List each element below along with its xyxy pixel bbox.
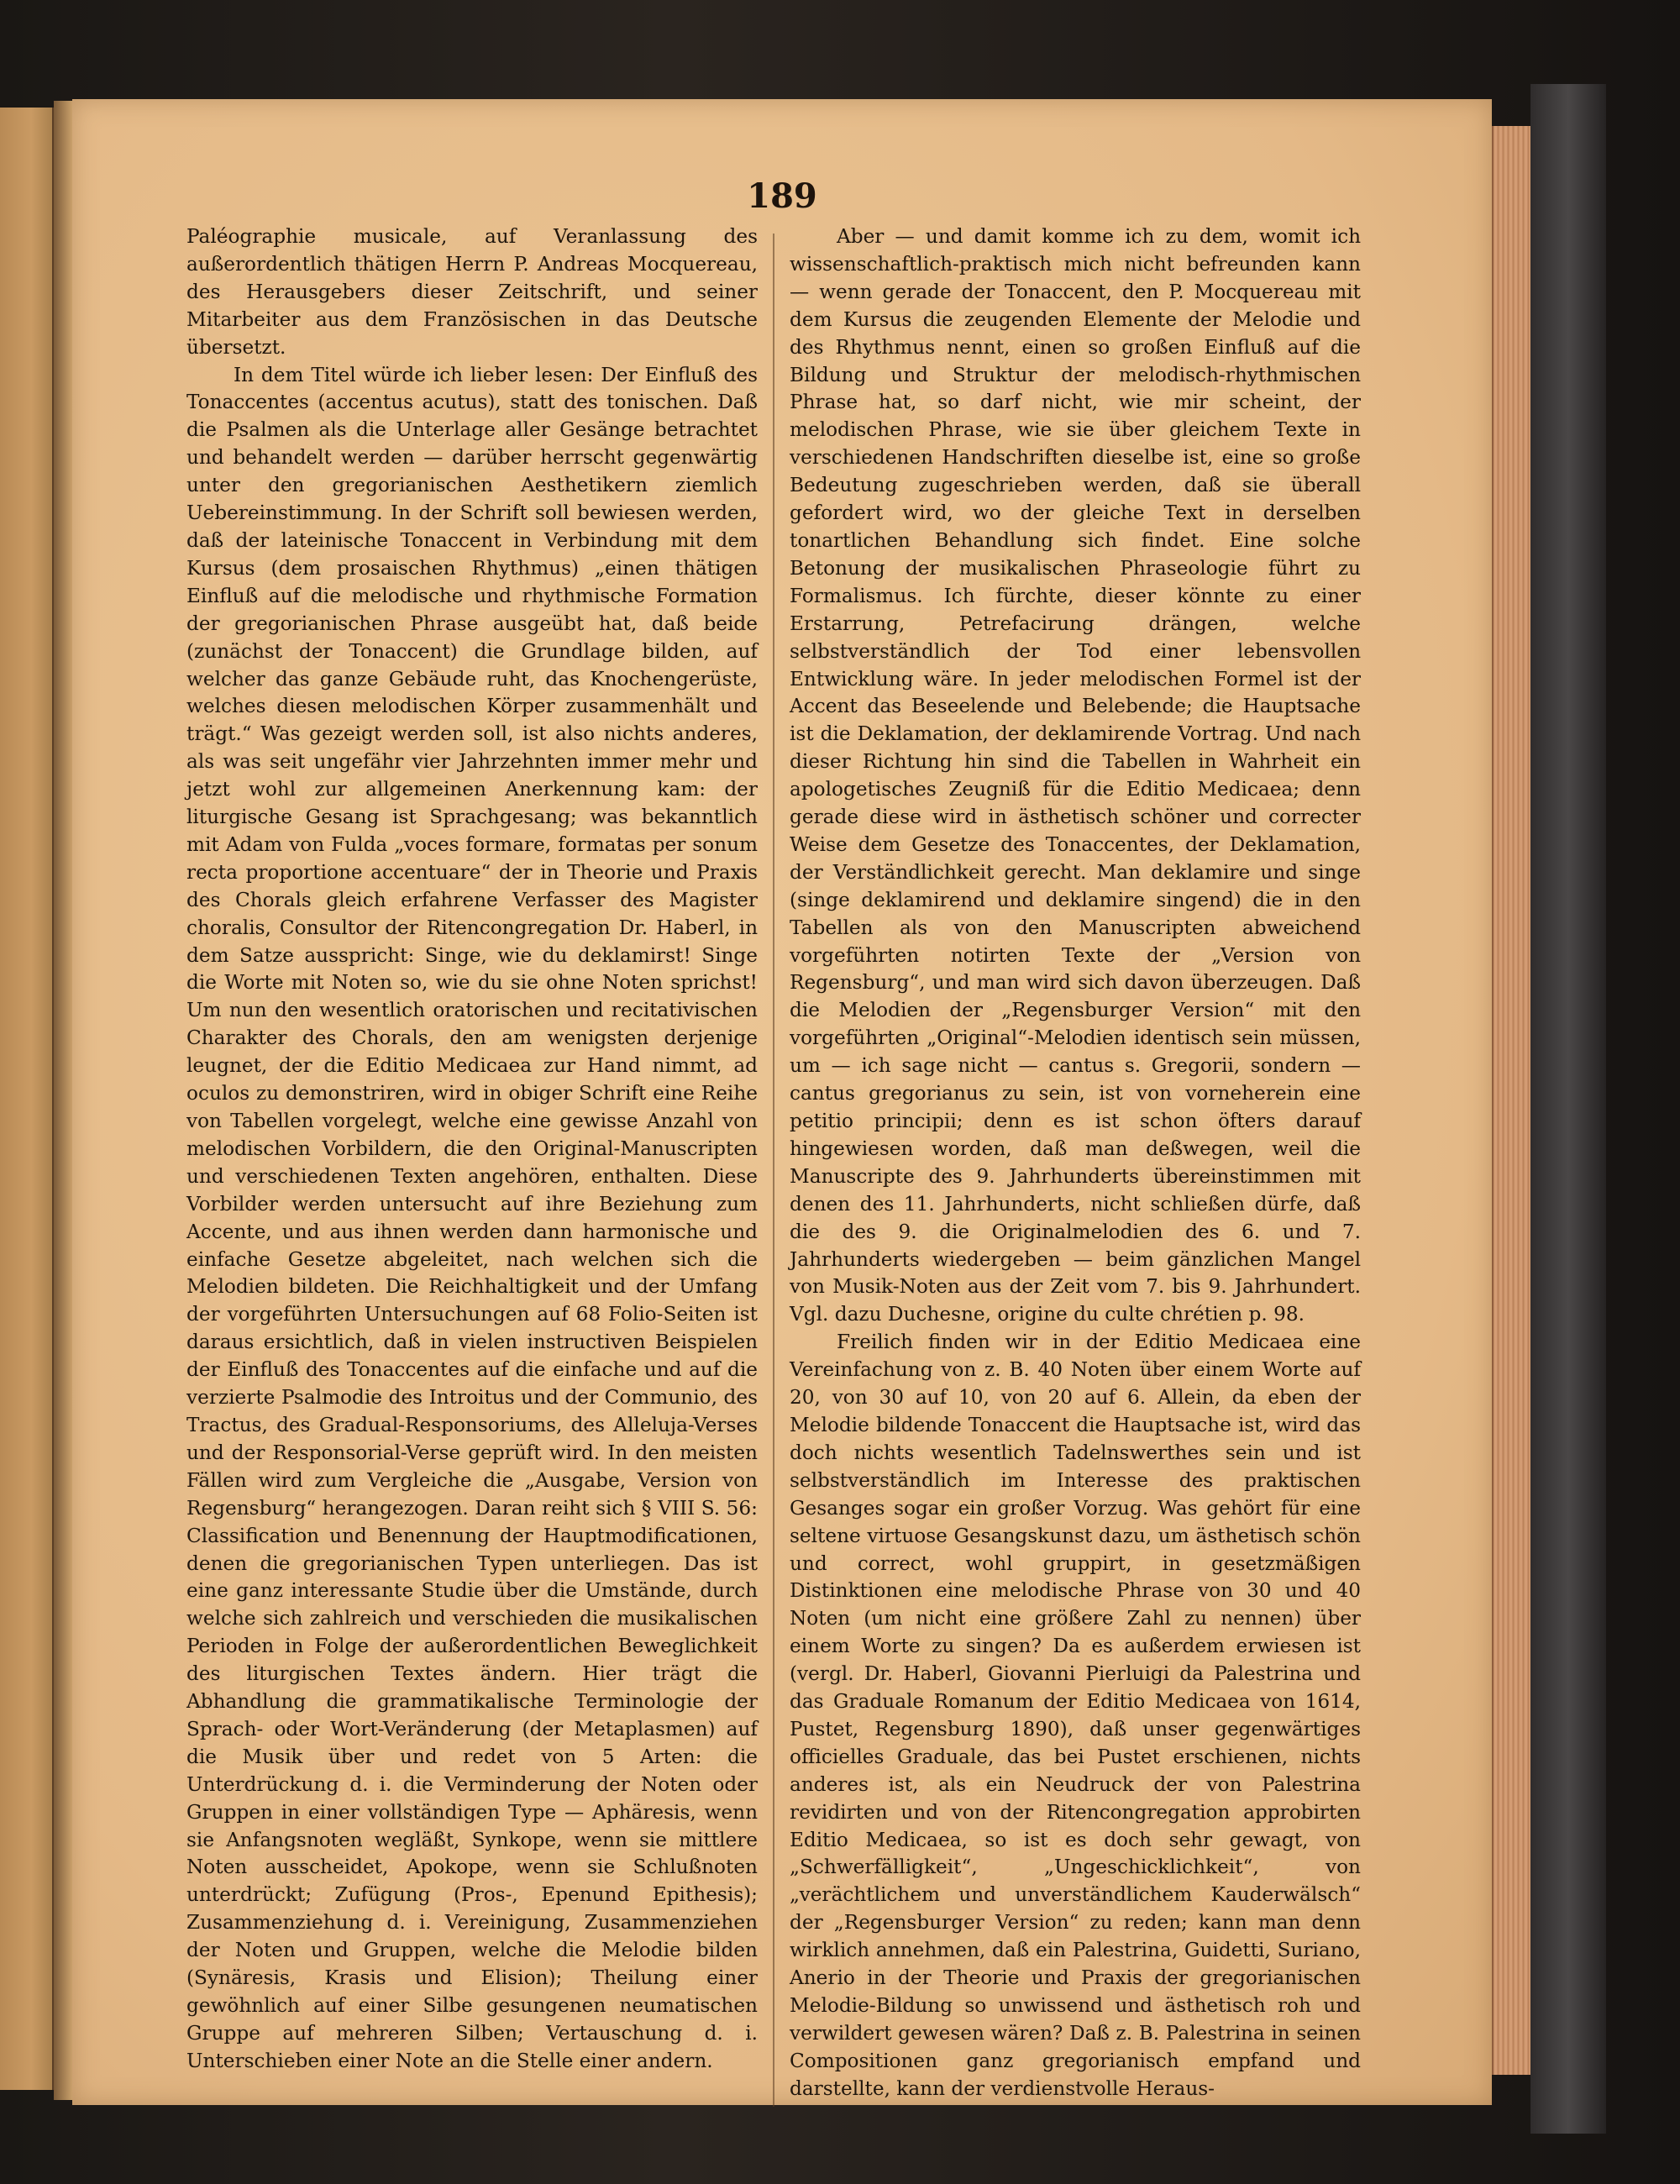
right-text-column bbox=[790, 223, 1361, 2103]
page-stack-edge bbox=[1492, 126, 1532, 2075]
paragraph: Paléographie musicale, auf Veranlassung des außerordentlich thätigen Herrn P. Andreas Mocquereau, des Herausgebers dieser Zeitschrift, und seiner Mitarbeiter aus dem Französischen in das Deutsche übersetzt. bbox=[186, 225, 758, 359]
book-gutter bbox=[54, 101, 72, 2100]
page-number: 189 bbox=[747, 176, 817, 216]
paragraph: Freilich finden wir in der Editio Medicaea eine Vereinfachung von z. B. 40 Noten über einem Worte auf 20, von 30 auf 10, von 20 auf 6. Allein, da eben der Melodie bildende Tonaccent die Hauptsache ist, wird das doch nichts wesentlich Tadelnswerthes sein und ist selbstverständlich im Interesse des praktischen Gesanges sogar ein großer Vorzug. Was gehört für eine seltene virtuose Gesangskunst dazu, um ästhetisch schön und correct, wohl gruppirt, in gesetzmäßigen Distinktionen eine melodische Phrase von 30 und 40 Noten (um nicht eine größere Zahl zu nennen) über einem Worte zu singen? Da es außerdem erwiesen ist (vergl. Dr. Haberl, Giovanni Pierluigi da Palestrina und das Graduale Romanum der Editio Medicaea von 1614, Pustet, Regensburg 1890), daß unser gegenwärtiges officielles Graduale, das bei Pustet erschienen, nichts anderes ist, als ein Neudruck der von Palestrina revidirten und von der Ritencongregation approbirten Editio Medicaea, so ist es doch sehr gewagt, von „Schwerfälligkeit“, „Ungeschicklichkeit“, von „verächtlichem und unverständlichem Kauderwälsch“ der „Regensburger Version“ zu reden; kann man denn wirklich annehmen, daß ein Palestrina, Guidetti, Suriano, Anerio in der Theorie und Praxis der gregorianischen Melodie-Bildung so unwissend und ästhetisch roh und verwildert gewesen wären? Daß z. B. Palestrina in seinen Compositionen ganz gregorianisch empfand und darstellte, kann der verdienstvolle Heraus- bbox=[790, 1331, 1361, 2100]
paragraph: Aber — und damit komme ich zu dem, womit ich wissenschaftlich-praktisch mich nicht befreunden kann — wenn gerade der Tonaccent, den P. Mocquereau mit dem Kursus die zeugenden Elemente der Melodie und des Rhythmus nennt, einen so großen Einfluß auf die Bildung und Struktur der melodisch-rhythmischen Phrase hat, so darf nicht, wie mir scheint, der melodischen Phrase, wie sie über gleichem Texte in verschiedenen Handschriften dieselbe ist, eine so große Bedeutung zugeschrieben werden, daß sie überall gefordert wird, wo der gleiche Text in derselben tonartlichen Behandlung sich findet. Eine solche Betonung der musikalischen Phraseologie führt zu Formalismus. Ich fürchte, dieser könnte zu einer Erstarrung, Petrefacirung drängen, welche selbstverständlich der Tod einer lebensvollen Entwicklung wäre. In jeder melodischen Formel ist der Accent das Beseelende und Belebende; die Hauptsache ist die Deklamation, der deklamirende Vortrag. Und nach dieser Richtung hin sind die Tabellen in Wahrheit ein apologetisches Zeugniß für die Editio Medicaea; denn gerade diese wird in ästhetisch schöner und correcter Weise dem Gesetze des Tonaccentes, der Deklamation, der Verständlichkeit gerecht. Man deklamire und singe (singe deklamirend und deklamire singend) die in den Tabellen als von den Manuscripten abweichend vorgeführten notirten Texte der „Version von Regensburg“, und man wird sich davon überzeugen. Daß die Melodien der „Regensburger Version“ mit den vorgeführten „Original“-Melodien identisch sein müssen, um — ich sage nicht — cantus s. Gregorii, sondern — cantus gregorianus zu sein, ist von vorneherein eine petitio principii; denn es ist schon öfters darauf hingewiesen worden, daß man deßwegen, weil die Manuscripte des 9. Jahrhunderts übereinstimmen mit denen des 11. Jahrhunderts, nicht schließen dürfe, daß die des 9. die Originalmelodien des 6. und 7. Jahrhunderts wiedergeben — beim gänzlichen Mangel von Musik-Noten aus der Zeit vom 7. bis 9. Jahrhundert. Vgl. dazu Duchesne, origine du culte chrétien p. 98. bbox=[790, 225, 1361, 1326]
left-text-column bbox=[186, 223, 758, 2076]
book-page bbox=[72, 99, 1492, 2105]
facing-page-edge bbox=[0, 108, 55, 2090]
paragraph: In dem Titel würde ich lieber lesen: Der Einfluß des Tonaccentes (accentus acutus), statt des tonischen. Daß die Psalmen als die Unterlage aller Gesänge betrachtet und behandelt werden — darüber herrscht gegenwärtig unter den gregorianischen Aesthetikern ziemlich Uebereinstimmung. In der Schrift soll bewiesen werden, daß der lateinische Tonaccent in Verbindung mit dem Kursus (dem prosaischen Rhythmus) „einen thätigen Einfluß auf die melodische und rhythmische Formation der gregorianischen Phrase ausgeübt hat, daß beide (zunächst der Tonaccent) die Grundlage bilden, auf welcher das ganze Gebäude ruht, das Knochengerüste, welches diesen melodischen Körper zusammenhält und trägt.“ Was gezeigt werden soll, ist also nichts anderes, als was seit ungefähr vier Jahrzehnten immer mehr und jetzt wohl zur allgemeinen Anerkennung kam: der liturgische Gesang ist Sprachgesang; was bekanntlich mit Adam von Fulda „voces formare, formatas per sonum recta proportione accentuare“ der in Theorie und Praxis des Chorals gleich erfahrene Verfasser des Magister choralis, Consultor der Ritencongregation Dr. Haberl, in dem Satze ausspricht: Singe, wie du deklamirst! Singe die Worte mit Noten so, wie du sie ohne Noten sprichst! Um nun den wesentlich oratorischen und recitativischen Charakter des Chorals, den am wenigsten derjenige leugnet, der die Editio Medicaea zur Hand nimmt, ad oculos zu demonstriren, wird in obiger Schrift eine Reihe von Tabellen vorgelegt, welche eine gewisse Anzahl von melodischen Vorbildern, die den Original-Manuscripten und verschiedenen Texten angehören, enthalten. Diese Vorbilder werden untersucht auf ihre Beziehung zum Accente, und aus ihnen werden dann harmonische und einfache Gesetze abgeleitet, nach welchen sich die Melodien bildeten. Die Reichhaltigkeit und der Umfang der vorgeführten Untersuchungen auf 68 Folio-Seiten ist daraus ersichtlich, daß in vielen instructiven Beispielen der Einfluß des Tonaccentes auf die einfache und auf die verzierte Psalmodie des Introitus und der Communio, des Tractus, des Gradual-Responsoriums, des Alleluja-Verses und der Responsorial-Verse geprüft wird. In den meisten Fällen wird zum Vergleiche die „Ausgabe, Version von Regensburg“ herangezogen. Daran reiht sich § VIII S. 56: Classification und Benennung der Hauptmodificationen, denen die gregorianischen Typen unterliegen. Das ist eine ganz interessante Studie über die Umstände, durch welche sich zahlreich und verschieden die musikalischen Perioden in Folge der außerordentlichen Beweglichkeit des liturgischen Textes ändern. Hier trägt die Abhandlung die grammatikalische Terminologie der Sprach- oder Wort-Veränderung (der Metaplasmen) auf die Musik über und redet von 5 Arten: die Unterdrückung d. i. die Verminderung der Noten oder Gruppen in einer vollständigen Type — Aphäresis, wenn sie Anfangsnoten wegläßt, Synkope, wenn sie mittlere Noten ausscheidet, Apokope, wenn sie Schlußnoten unterdrückt; Zufügung (Pros-, Epenund Epithesis); Zusammenziehung d. i. Vereinigung, Zusammenziehen der Noten und Gruppen, welche die Melodie bilden (Synäresis, Krasis und Elision); Theilung einer gewöhnlich auf einer Silbe gesungenen neumatischen Gruppe auf mehreren Silben; Vertauschung d. i. Unterschieben einer Note an die Stelle einer andern. bbox=[186, 363, 758, 2072]
book-cover bbox=[1530, 84, 1606, 2134]
column-divider bbox=[773, 234, 774, 2107]
